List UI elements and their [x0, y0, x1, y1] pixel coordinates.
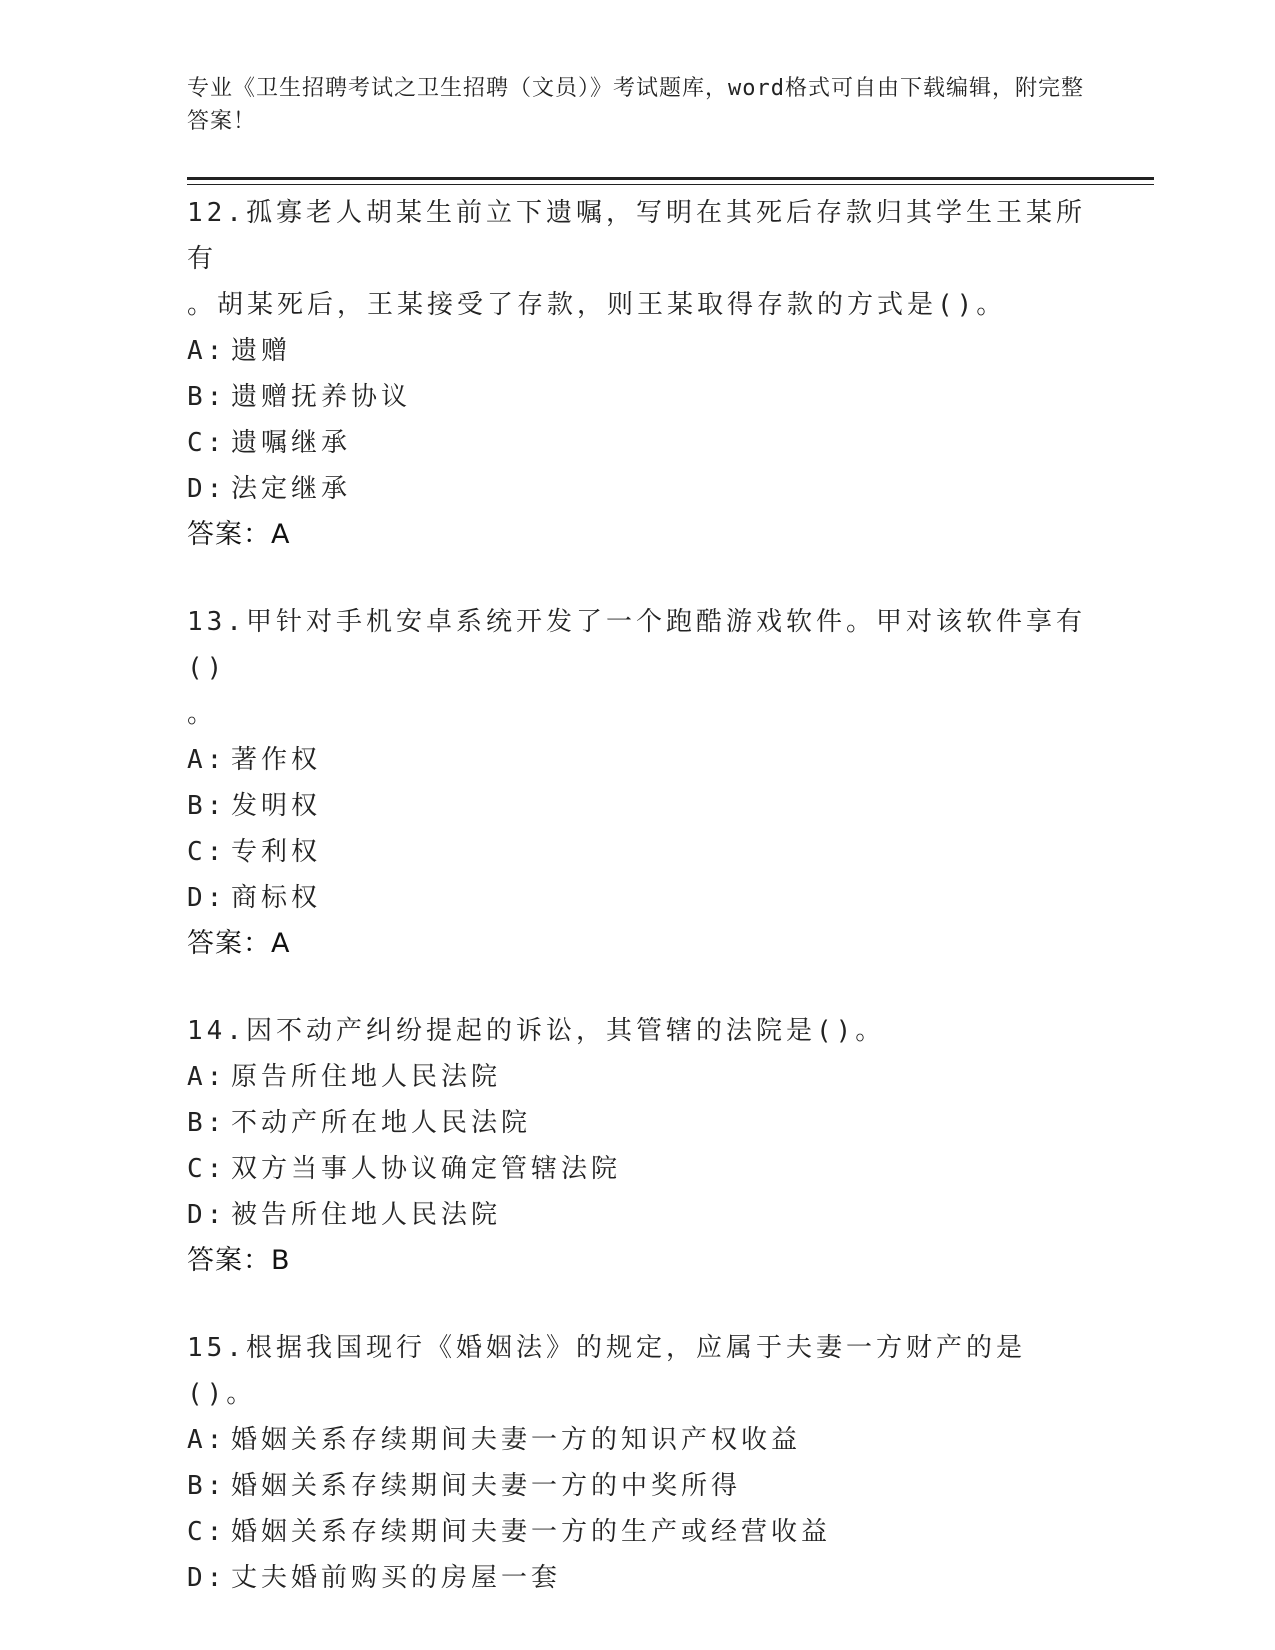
option-letter: A:: [187, 745, 227, 775]
option-b: [187, 783, 1087, 829]
option-d: [187, 466, 1087, 512]
question-13: [187, 599, 1087, 967]
question-stem-line-1: 13.甲针对手机安卓系统开发了一个跑酷游戏软件。甲对该软件享有(): [187, 607, 1086, 683]
option-c: [187, 420, 1087, 466]
option-letter: B:: [187, 791, 227, 821]
option-a: [187, 1417, 1087, 1463]
option-d: [187, 875, 1087, 921]
option-text: 婚姻关系存续期间夫妻一方的生产或经营收益: [231, 1517, 832, 1547]
option-letter: D:: [187, 1200, 227, 1230]
option-b: [187, 1100, 1087, 1146]
option-text: 丈夫婚前购买的房屋一套: [231, 1563, 562, 1593]
option-text: 商标权: [231, 883, 322, 913]
header-divider-thick: [187, 177, 1154, 180]
option-text: 不动产所在地人民法院: [231, 1108, 532, 1138]
option-b: [187, 374, 1087, 420]
question-stem-line-1: 15.根据我国现行《婚姻法》的规定，应属于夫妻一方财产的是()。: [187, 1333, 1026, 1409]
option-d: [187, 1192, 1087, 1238]
option-text: 发明权: [231, 791, 322, 821]
option-c: [187, 1146, 1087, 1192]
option-letter: C:: [187, 837, 227, 867]
option-text: 双方当事人协议确定管辖法院: [231, 1154, 622, 1184]
option-a: [187, 1054, 1087, 1100]
option-text: 遗嘱继承: [231, 428, 352, 458]
option-a: [187, 328, 1087, 374]
page-header: 专业《卫生招聘考试之卫生招聘（文员）》考试题库，word格式可自由下载编辑，附完整答案！: [187, 76, 1084, 134]
option-c: [187, 1509, 1087, 1555]
answer-line: 答案：A: [187, 928, 291, 959]
question-stem-line-2: 。: [187, 699, 218, 729]
option-text: 法定继承: [231, 474, 352, 504]
option-letter: C:: [187, 1517, 227, 1547]
option-b: [187, 1463, 1087, 1509]
option-text: 遗赠抚养协议: [231, 382, 412, 412]
question-stem-line-1: 14.因不动产纠纷提起的诉讼，其管辖的法院是()。: [187, 1016, 886, 1046]
header-divider-thin: [187, 184, 1154, 185]
question-stem-line-1: 12.孤寡老人胡某生前立下遗嘱，写明在其死后存款归其学生王某所有: [187, 198, 1086, 274]
question-stem-line-2: 。胡某死后，王某接受了存款，则王某取得存款的方式是()。: [187, 290, 1007, 320]
answer-line: 答案：A: [187, 519, 291, 550]
question-14: [187, 1008, 1087, 1284]
option-letter: B:: [187, 382, 227, 412]
option-letter: D:: [187, 1563, 227, 1593]
option-text: 著作权: [231, 745, 322, 775]
option-letter: B:: [187, 1108, 227, 1138]
option-letter: A:: [187, 336, 227, 366]
question-12: [187, 190, 1087, 558]
question-list: [187, 190, 1087, 1642]
option-letter: C:: [187, 1154, 227, 1184]
option-letter: D:: [187, 474, 227, 504]
option-letter: A:: [187, 1062, 227, 1092]
option-d: [187, 1555, 1087, 1601]
option-letter: B:: [187, 1471, 227, 1501]
question-15: [187, 1325, 1087, 1601]
option-text: 原告所住地人民法院: [231, 1062, 502, 1092]
option-a: [187, 737, 1087, 783]
option-text: 被告所住地人民法院: [231, 1200, 502, 1230]
option-text: 婚姻关系存续期间夫妻一方的知识产权收益: [231, 1425, 802, 1455]
option-text: 婚姻关系存续期间夫妻一方的中奖所得: [231, 1471, 742, 1501]
option-letter: C:: [187, 428, 227, 458]
option-letter: D:: [187, 883, 227, 913]
option-letter: A:: [187, 1425, 227, 1455]
option-c: [187, 829, 1087, 875]
answer-line: 答案：B: [187, 1245, 291, 1276]
option-text: 专利权: [231, 837, 322, 867]
option-text: 遗赠: [231, 336, 292, 366]
